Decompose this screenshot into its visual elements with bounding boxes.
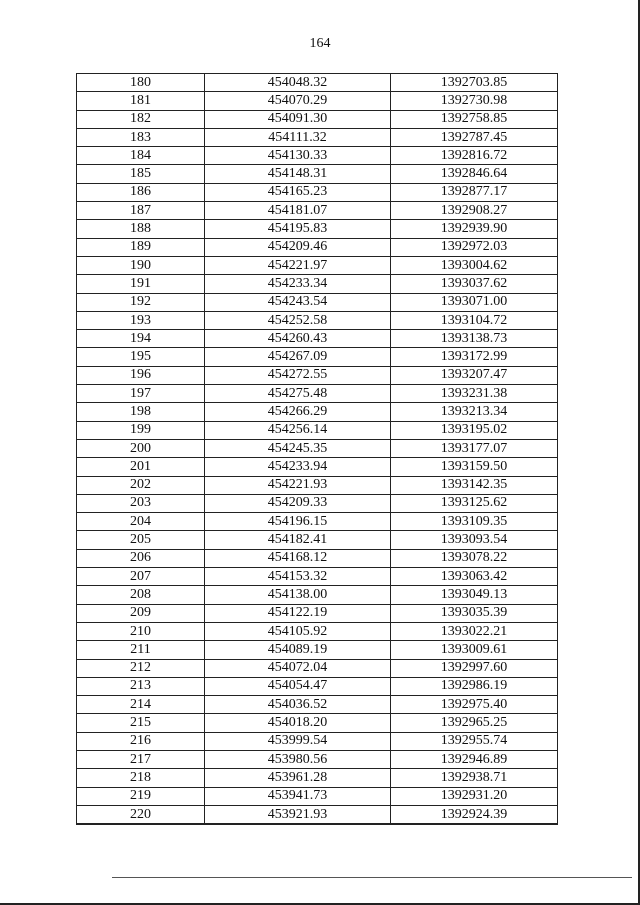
point-number-cell: 184 — [77, 147, 205, 165]
table-row — [77, 531, 558, 549]
x-coordinate-cell: 454148.31 — [205, 165, 391, 183]
table-row — [77, 439, 558, 457]
x-coordinate-cell: 454252.58 — [205, 311, 391, 329]
point-number-cell: 202 — [77, 476, 205, 494]
x-coordinate-cell: 454089.19 — [205, 641, 391, 659]
y-coordinate-cell: 1392758.85 — [391, 110, 558, 128]
y-coordinate-cell: 1392986.19 — [391, 677, 558, 695]
y-coordinate-cell: 1392939.90 — [391, 220, 558, 238]
point-number-cell: 198 — [77, 403, 205, 421]
point-number-cell: 187 — [77, 202, 205, 220]
table-row — [77, 622, 558, 640]
y-coordinate-cell: 1393195.02 — [391, 421, 558, 439]
x-coordinate-cell: 454272.55 — [205, 366, 391, 384]
x-coordinate-cell: 454138.00 — [205, 586, 391, 604]
y-coordinate-cell: 1393231.38 — [391, 385, 558, 403]
point-number-cell: 201 — [77, 458, 205, 476]
x-coordinate-cell: 454243.54 — [205, 293, 391, 311]
table-row — [77, 165, 558, 183]
x-coordinate-cell: 454260.43 — [205, 330, 391, 348]
point-number-cell: 186 — [77, 183, 205, 201]
table-row — [77, 128, 558, 146]
point-number-cell: 205 — [77, 531, 205, 549]
point-number-cell: 212 — [77, 659, 205, 677]
table-row — [77, 732, 558, 750]
x-coordinate-cell: 454195.83 — [205, 220, 391, 238]
table-row — [77, 256, 558, 274]
table-row — [77, 696, 558, 714]
point-number-cell: 194 — [77, 330, 205, 348]
table-row — [77, 659, 558, 677]
point-number-cell: 191 — [77, 275, 205, 293]
y-coordinate-cell: 1392938.71 — [391, 769, 558, 787]
point-number-cell: 199 — [77, 421, 205, 439]
y-coordinate-cell: 1392965.25 — [391, 714, 558, 732]
x-coordinate-cell: 454245.35 — [205, 439, 391, 457]
table-row — [77, 586, 558, 604]
y-coordinate-cell: 1392931.20 — [391, 787, 558, 805]
point-number-cell: 204 — [77, 513, 205, 531]
y-coordinate-cell: 1392955.74 — [391, 732, 558, 750]
y-coordinate-cell: 1392972.03 — [391, 238, 558, 256]
x-coordinate-cell: 453980.56 — [205, 750, 391, 768]
y-coordinate-cell: 1392787.45 — [391, 128, 558, 146]
table-row — [77, 476, 558, 494]
table-row — [77, 348, 558, 366]
table-row — [77, 568, 558, 586]
point-number-cell: 217 — [77, 750, 205, 768]
point-number-cell: 218 — [77, 769, 205, 787]
x-coordinate-cell: 453961.28 — [205, 769, 391, 787]
table-row — [77, 714, 558, 732]
point-number-cell: 180 — [77, 74, 205, 92]
table-row — [77, 421, 558, 439]
bottom-rule — [112, 877, 632, 878]
table-row — [77, 183, 558, 201]
x-coordinate-cell: 454266.29 — [205, 403, 391, 421]
point-number-cell: 181 — [77, 92, 205, 110]
y-coordinate-cell: 1392816.72 — [391, 147, 558, 165]
x-coordinate-cell: 454122.19 — [205, 604, 391, 622]
point-number-cell: 183 — [77, 128, 205, 146]
table-row — [77, 220, 558, 238]
point-number-cell: 190 — [77, 256, 205, 274]
x-coordinate-cell: 454182.41 — [205, 531, 391, 549]
point-number-cell: 214 — [77, 696, 205, 714]
y-coordinate-cell: 1392997.60 — [391, 659, 558, 677]
y-coordinate-cell: 1393177.07 — [391, 439, 558, 457]
point-number-cell: 200 — [77, 439, 205, 457]
x-coordinate-cell: 454196.15 — [205, 513, 391, 531]
table-row — [77, 513, 558, 531]
table-row — [77, 275, 558, 293]
point-number-cell: 220 — [77, 805, 205, 824]
point-number-cell: 197 — [77, 385, 205, 403]
point-number-cell: 189 — [77, 238, 205, 256]
x-coordinate-cell: 454256.14 — [205, 421, 391, 439]
x-coordinate-cell: 454105.92 — [205, 622, 391, 640]
x-coordinate-cell: 454233.94 — [205, 458, 391, 476]
point-number-cell: 196 — [77, 366, 205, 384]
point-number-cell: 192 — [77, 293, 205, 311]
y-coordinate-cell: 1393009.61 — [391, 641, 558, 659]
x-coordinate-cell: 454048.32 — [205, 74, 391, 92]
y-coordinate-cell: 1393078.22 — [391, 549, 558, 567]
x-coordinate-cell: 454070.29 — [205, 92, 391, 110]
y-coordinate-cell: 1392846.64 — [391, 165, 558, 183]
x-coordinate-cell: 454233.34 — [205, 275, 391, 293]
point-number-cell: 211 — [77, 641, 205, 659]
table-row — [77, 458, 558, 476]
y-coordinate-cell: 1393004.62 — [391, 256, 558, 274]
x-coordinate-cell: 454209.33 — [205, 494, 391, 512]
coordinates-table — [76, 73, 558, 825]
y-coordinate-cell: 1393104.72 — [391, 311, 558, 329]
table-row — [77, 293, 558, 311]
point-number-cell: 215 — [77, 714, 205, 732]
table-row — [77, 92, 558, 110]
y-coordinate-cell: 1393138.73 — [391, 330, 558, 348]
table-row — [77, 677, 558, 695]
point-number-cell: 195 — [77, 348, 205, 366]
y-coordinate-cell: 1392975.40 — [391, 696, 558, 714]
y-coordinate-cell: 1392908.27 — [391, 202, 558, 220]
y-coordinate-cell: 1393213.34 — [391, 403, 558, 421]
point-number-cell: 210 — [77, 622, 205, 640]
point-number-cell: 216 — [77, 732, 205, 750]
point-number-cell: 193 — [77, 311, 205, 329]
point-number-cell: 209 — [77, 604, 205, 622]
point-number-cell: 188 — [77, 220, 205, 238]
table-row — [77, 74, 558, 92]
table-row — [77, 238, 558, 256]
point-number-cell: 219 — [77, 787, 205, 805]
x-coordinate-cell: 454036.52 — [205, 696, 391, 714]
y-coordinate-cell: 1393142.35 — [391, 476, 558, 494]
point-number-cell: 182 — [77, 110, 205, 128]
x-coordinate-cell: 454165.23 — [205, 183, 391, 201]
x-coordinate-cell: 454221.93 — [205, 476, 391, 494]
x-coordinate-cell: 454054.47 — [205, 677, 391, 695]
x-coordinate-cell: 454275.48 — [205, 385, 391, 403]
x-coordinate-cell: 453941.73 — [205, 787, 391, 805]
y-coordinate-cell: 1392946.89 — [391, 750, 558, 768]
table-row — [77, 366, 558, 384]
point-number-cell: 206 — [77, 549, 205, 567]
x-coordinate-cell: 454181.07 — [205, 202, 391, 220]
table-row — [77, 385, 558, 403]
y-coordinate-cell: 1393022.21 — [391, 622, 558, 640]
y-coordinate-cell: 1392703.85 — [391, 74, 558, 92]
y-coordinate-cell: 1393093.54 — [391, 531, 558, 549]
point-number-cell: 185 — [77, 165, 205, 183]
table-row — [77, 147, 558, 165]
coordinates-table-body — [77, 74, 558, 825]
x-coordinate-cell: 454153.32 — [205, 568, 391, 586]
y-coordinate-cell: 1392924.39 — [391, 805, 558, 824]
point-number-cell: 208 — [77, 586, 205, 604]
y-coordinate-cell: 1393207.47 — [391, 366, 558, 384]
point-number-cell: 213 — [77, 677, 205, 695]
y-coordinate-cell: 1393035.39 — [391, 604, 558, 622]
x-coordinate-cell: 454209.46 — [205, 238, 391, 256]
y-coordinate-cell: 1393159.50 — [391, 458, 558, 476]
y-coordinate-cell: 1393063.42 — [391, 568, 558, 586]
x-coordinate-cell: 454221.97 — [205, 256, 391, 274]
y-coordinate-cell: 1393172.99 — [391, 348, 558, 366]
y-coordinate-cell: 1393109.35 — [391, 513, 558, 531]
y-coordinate-cell: 1392730.98 — [391, 92, 558, 110]
table-row — [77, 750, 558, 768]
y-coordinate-cell: 1393071.00 — [391, 293, 558, 311]
y-coordinate-cell: 1393049.13 — [391, 586, 558, 604]
y-coordinate-cell: 1393125.62 — [391, 494, 558, 512]
table-row — [77, 769, 558, 787]
x-coordinate-cell: 454072.04 — [205, 659, 391, 677]
table-row — [77, 330, 558, 348]
table-row — [77, 494, 558, 512]
table-row — [77, 549, 558, 567]
x-coordinate-cell: 453921.93 — [205, 805, 391, 824]
x-coordinate-cell: 454130.33 — [205, 147, 391, 165]
table-row — [77, 641, 558, 659]
table-row — [77, 805, 558, 824]
point-number-cell: 203 — [77, 494, 205, 512]
y-coordinate-cell: 1393037.62 — [391, 275, 558, 293]
table-row — [77, 403, 558, 421]
table-row — [77, 787, 558, 805]
page-number: 164 — [309, 36, 331, 51]
table-row — [77, 202, 558, 220]
point-number-cell: 207 — [77, 568, 205, 586]
table-row — [77, 604, 558, 622]
table-row — [77, 110, 558, 128]
x-coordinate-cell: 454111.32 — [205, 128, 391, 146]
table-row — [77, 311, 558, 329]
x-coordinate-cell: 454091.30 — [205, 110, 391, 128]
y-coordinate-cell: 1392877.17 — [391, 183, 558, 201]
x-coordinate-cell: 454018.20 — [205, 714, 391, 732]
x-coordinate-cell: 453999.54 — [205, 732, 391, 750]
x-coordinate-cell: 454267.09 — [205, 348, 391, 366]
x-coordinate-cell: 454168.12 — [205, 549, 391, 567]
